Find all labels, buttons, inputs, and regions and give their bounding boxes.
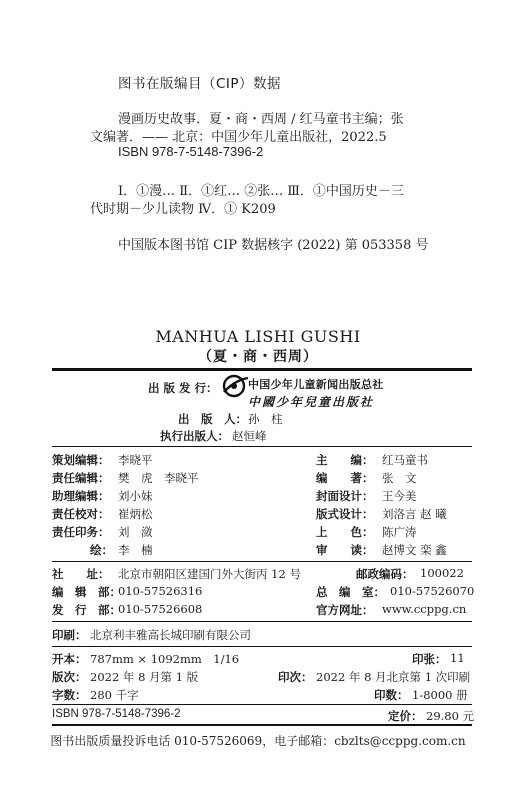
format-value: 787mm × 1092mm 1/16	[90, 652, 240, 666]
credit-label-illustrator: 绘：	[90, 543, 113, 557]
edit-dept-label: 编 辑 部：	[52, 585, 121, 599]
price-value: 29.80 元	[426, 709, 475, 723]
website-label: 官方网址：	[316, 603, 374, 617]
publisher-name-line1: 中国少年儿童新闻出版总社	[248, 378, 384, 391]
publisher-person-label: 出 版 人：	[178, 412, 247, 426]
address-value: 北京市朝阳区建国门外大街丙 12 号	[118, 567, 301, 581]
credit-label-cover-design: 封面设计：	[316, 489, 374, 503]
isbn-footer: ISBN 978-7-5148-7396-2	[52, 708, 181, 720]
postcode-value: 100022	[420, 566, 464, 580]
credit-value-print-manager: 刘 潋	[118, 525, 153, 539]
credit-value-coloring: 陈广涛	[382, 525, 417, 539]
credit-label-chief-editor: 主 编：	[316, 453, 374, 467]
credit-label-planning-editor: 策划编辑：	[52, 453, 110, 467]
top-rule	[52, 368, 472, 371]
quality-complaint-line: 图书出版质量投诉电话 010-57526069，电子邮箱：cbzlts@ccppg.com.cn	[50, 734, 466, 748]
exec-publisher: 赵恒峰	[232, 429, 267, 443]
credit-value-chief-editor: 红马童书	[382, 453, 428, 467]
sheets-value: 11	[450, 651, 465, 665]
cip-line-6: 中国版本图书馆 CIP 数据核字 (2022) 第 053358 号	[118, 238, 429, 253]
credit-label-responsible-editor: 责任编辑：	[52, 471, 110, 485]
rule-after-publisher	[52, 446, 472, 447]
printing-label: 印次：	[278, 670, 313, 684]
postcode-label: 邮政编码：	[356, 567, 414, 581]
credit-label-coloring: 上 色：	[316, 525, 374, 539]
cip-line-5: 代时期－少儿读物 Ⅳ．① K209	[90, 202, 276, 217]
rule-after-contact	[52, 621, 472, 622]
bottom-rule	[52, 724, 472, 726]
rule-before-isbn	[52, 704, 472, 705]
rule-after-credits	[52, 561, 472, 562]
credit-label-proofreader: 责任校对：	[52, 507, 110, 521]
book-title-en: MANHUA LISHI GUSHI	[155, 327, 361, 346]
words-value: 280 千字	[90, 688, 139, 702]
rule-after-printer	[52, 646, 472, 647]
exec-publisher-label: 执行出版人：	[160, 429, 229, 443]
printer-label: 印刷：	[52, 628, 87, 642]
credit-value-illustrator: 李 楠	[118, 543, 153, 557]
edition-value: 2022 年 8 月第 1 版	[90, 670, 199, 684]
printer-value: 北京利丰雅高长城印刷有限公司	[90, 628, 251, 642]
edit-dept-phone: 010-57526316	[118, 584, 203, 598]
credit-label-assistant-editor: 助理编辑：	[52, 489, 110, 503]
credit-value-cover-design: 王今美	[382, 489, 417, 503]
credit-label-layout-design: 版式设计：	[316, 507, 374, 521]
dist-dept-label: 发 行 部：	[52, 603, 121, 617]
cip-isbn: ISBN 978-7-5148-7396-2	[118, 144, 264, 159]
credit-value-responsible-editor: 樊 虎 李晓平	[118, 471, 199, 485]
website-link[interactable]: www.ccppg.cn	[382, 602, 467, 616]
credit-value-author: 张 文	[382, 471, 417, 485]
credit-label-reviewer: 审 读：	[316, 543, 374, 557]
cip-line-1: 漫画历史故事．夏・商・西周 / 红马童书主编；张	[118, 112, 404, 127]
credit-label-print-manager: 责任印务：	[52, 525, 110, 539]
publisher-logo-icon	[220, 372, 250, 400]
cip-line-4: Ⅰ．①漫… Ⅱ．①红… ②张… Ⅲ．①中国历史－三	[118, 184, 404, 199]
office-label: 总 编 室：	[316, 585, 385, 599]
sheets-label: 印张：	[412, 652, 447, 666]
words-label: 字数：	[52, 688, 87, 702]
price-label: 定价：	[388, 709, 423, 723]
print-run-value: 1-8000 册	[412, 688, 468, 702]
credit-value-layout-design: 刘洛言 赵 曦	[382, 507, 447, 521]
book-title-cn: （夏・商・西周）	[198, 349, 318, 365]
cip-title: 图书在版编目（CIP）数据	[118, 76, 282, 92]
cip-line-2: 文编著．—— 北京：中国少年儿童出版社，2022.5	[90, 130, 387, 145]
credit-value-reviewer: 赵博文 栾 鑫	[382, 543, 447, 557]
office-phone: 010-57526070	[390, 584, 475, 598]
address-label: 社 址：	[52, 567, 110, 581]
edition-label: 版次：	[52, 670, 87, 684]
publisher-person: 孙 柱	[248, 412, 283, 426]
credit-value-proofreader: 崔炳松	[118, 507, 153, 521]
dist-dept-phone: 010-57526608	[118, 602, 203, 616]
credit-value-assistant-editor: 刘小妹	[118, 489, 153, 503]
print-run-label: 印数：	[374, 688, 409, 702]
credit-label-author: 编 著：	[316, 471, 374, 485]
publisher-name-line2: 中國少年兒童出版社	[248, 395, 375, 409]
credit-value-planning-editor: 李晓平	[118, 453, 153, 467]
printing-value: 2022 年 8 月北京第 1 次印刷	[316, 670, 471, 684]
publisher-label: 出 版 发 行：	[148, 381, 218, 395]
format-label: 开本：	[52, 652, 87, 666]
